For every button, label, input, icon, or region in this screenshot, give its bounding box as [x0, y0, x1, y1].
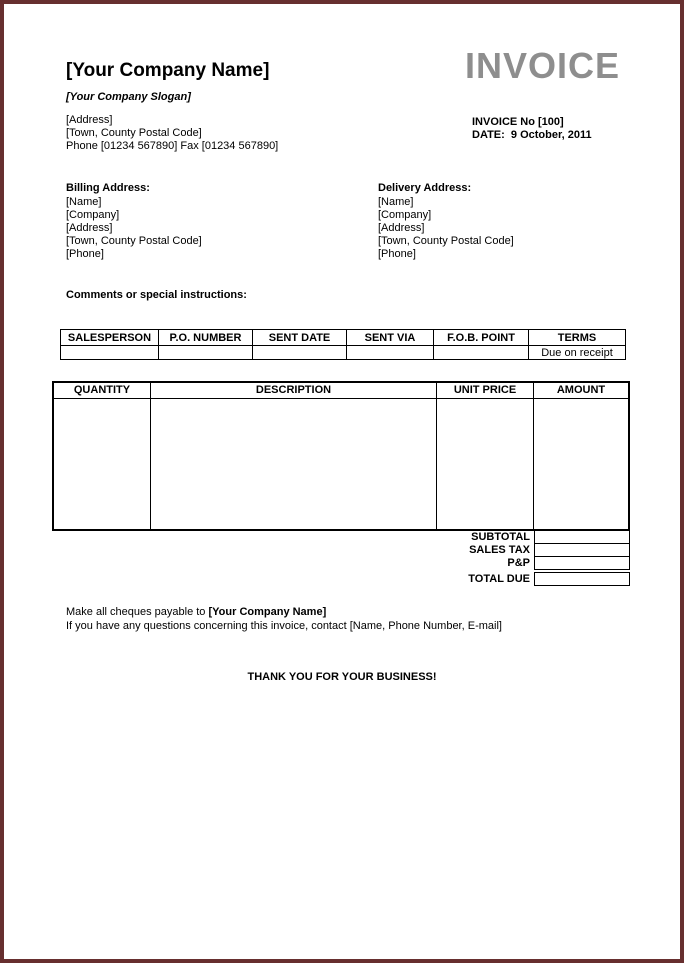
line-items-box: [52, 381, 630, 531]
billing-address-line: [Company]: [66, 209, 120, 221]
order-info-table: [60, 329, 626, 360]
invoice-date: DATE: 9 October, 2011: [472, 129, 592, 141]
amount-header: AMOUNT: [556, 384, 606, 396]
sent-via-header: SENT VIA: [347, 330, 434, 346]
summary-spacer: [52, 557, 436, 570]
billing-address-line: [Phone]: [66, 248, 104, 260]
summary-spacer: [52, 572, 436, 586]
company-name: [Your Company Name]: [66, 60, 270, 81]
salesperson-header: SALESPERSON: [61, 330, 159, 346]
unit-price-column: [437, 399, 534, 529]
line-items-body: [54, 399, 628, 529]
pp-label: P&P: [507, 557, 530, 569]
unit-price-header: UNIT PRICE: [437, 383, 534, 398]
delivery-address-line: [Address]: [378, 222, 425, 234]
subtotal-row: [52, 531, 630, 544]
questions-note: If you have any questions concerning this invoice, contact [Name, Phone Number, E-mail]: [66, 620, 502, 632]
thank-you-note: THANK YOU FOR YOUR BUSINESS!: [247, 671, 437, 683]
total-due-label: TOTAL DUE: [468, 573, 530, 585]
pp-row: [52, 557, 630, 570]
salesperson-cell: [61, 346, 159, 360]
cheques-company-name: [Your Company Name]: [208, 606, 327, 618]
invoice-meta: [472, 116, 592, 142]
delivery-address-line: [Name]: [378, 196, 414, 208]
company-address: [66, 114, 278, 153]
billing-address-label: Billing Address:: [66, 182, 150, 194]
terms-header: TERMS: [529, 330, 626, 346]
subtotal-label: SUBTOTAL: [471, 531, 530, 543]
line-items-table: [52, 381, 630, 586]
delivery-address-line: [Phone]: [378, 248, 416, 260]
total-due-value: [534, 572, 630, 586]
company-slogan: [Your Company Slogan]: [66, 91, 191, 103]
billing-address-block: [66, 182, 202, 261]
billing-address-line: [Address]: [66, 222, 113, 234]
terms-cell: Due on receipt: [529, 346, 626, 360]
invoice-number: INVOICE No [100]: [472, 116, 564, 128]
sales-tax-label: SALES TAX: [469, 544, 530, 556]
line-items-header-row: [54, 383, 628, 399]
total-due-row: [52, 572, 630, 586]
delivery-address-block: [378, 182, 514, 261]
summary-spacer: [52, 531, 436, 544]
cheques-note-text: Make all cheques payable to: [66, 606, 209, 618]
company-address-line: Phone [01234 567890] Fax [01234 567890]: [66, 140, 279, 152]
billing-address-line: [Town, County Postal Code]: [66, 235, 202, 247]
order-info-value-row: [61, 346, 626, 360]
po-number-cell: [159, 346, 253, 360]
sent-date-cell: [253, 346, 347, 360]
order-info-header-row: [61, 330, 626, 346]
sent-date-header: SENT DATE: [253, 330, 347, 346]
pp-value: [534, 557, 630, 570]
sales-tax-value: [534, 544, 630, 557]
billing-address-line: [Name]: [66, 196, 102, 208]
summary-spacer: [52, 544, 436, 557]
sent-via-cell: [347, 346, 434, 360]
po-number-header: P.O. NUMBER: [159, 330, 253, 346]
amount-column: [534, 399, 628, 529]
cheques-note: [66, 606, 326, 619]
comments-label: Comments or special instructions:: [66, 289, 247, 301]
description-header: DESCRIPTION: [151, 383, 437, 398]
delivery-address-line: [Company]: [378, 209, 432, 221]
description-column: [151, 399, 437, 529]
invoice-title: INVOICE: [464, 45, 620, 86]
quantity-header: QUANTITY: [54, 383, 151, 398]
company-address-line: [Address]: [66, 114, 113, 126]
fob-point-header: F.O.B. POINT: [434, 330, 529, 346]
fob-point-cell: [434, 346, 529, 360]
delivery-address-label: Delivery Address:: [378, 182, 472, 194]
subtotal-value: [534, 531, 630, 544]
quantity-column: [54, 399, 151, 529]
delivery-address-line: [Town, County Postal Code]: [378, 235, 514, 247]
company-address-line: [Town, County Postal Code]: [66, 127, 202, 139]
sales-tax-row: [52, 544, 630, 557]
